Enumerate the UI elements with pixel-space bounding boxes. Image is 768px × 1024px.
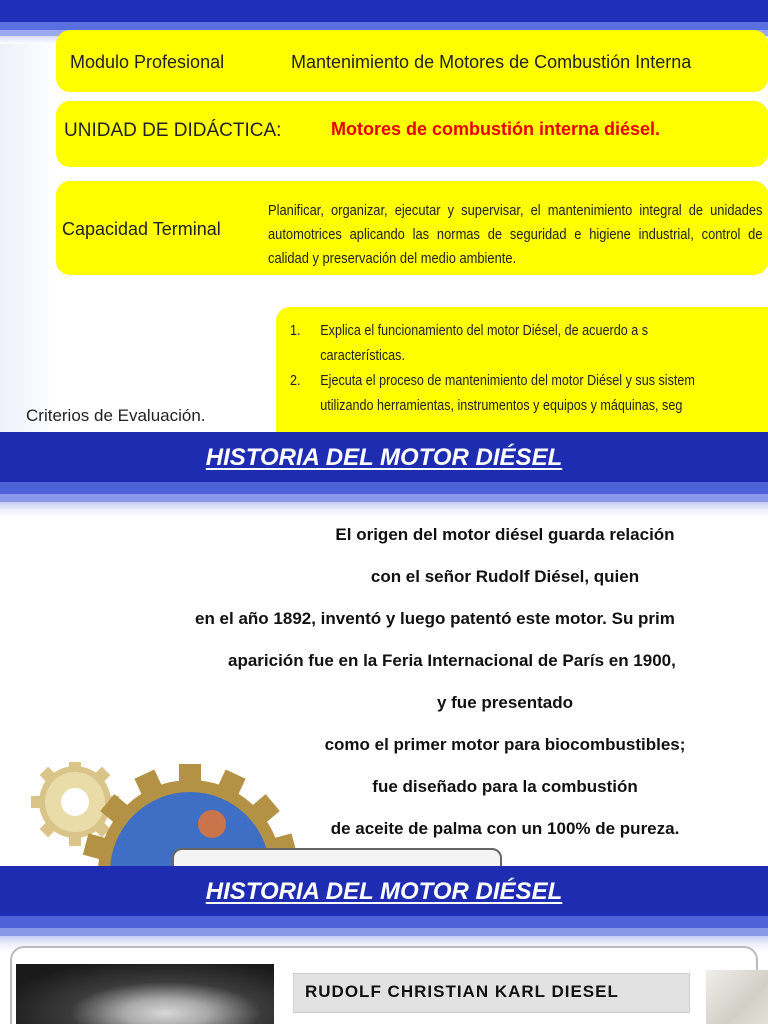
body-line: aparición fue en la Feria Internacional de París en 1900, [228, 651, 676, 670]
unidad-value: Motores de combustión interna diésel. [331, 119, 661, 139]
criterio-text: utilizando herramientas, instrumentos y equipos y máquinas, seg [320, 397, 683, 414]
list-item-continuation [290, 343, 760, 368]
slide-2-title: HISTORIA DEL MOTOR DIÉSEL [205, 444, 563, 471]
list-item [290, 368, 760, 393]
slide-1 [0, 0, 768, 432]
slide-2-body [190, 514, 768, 850]
list-item [290, 318, 760, 343]
body-line: con el señor Rudolf Diésel, quien [370, 567, 640, 586]
modulo-label: Modulo Profesional [70, 52, 225, 72]
criterio-text: características. [320, 347, 405, 364]
body-line: fue diseñado para la combustión [372, 777, 638, 796]
engine-photo [706, 970, 768, 1024]
criterios-label: Criterios de Evaluación. [26, 406, 206, 425]
criterio-number: 1. [290, 322, 301, 339]
slide-2 [0, 432, 768, 866]
slide-3-header-bar [0, 866, 768, 952]
slide-2-header-bar [0, 432, 768, 518]
criterios-list [290, 318, 760, 418]
unidad-label: UNIDAD DE DIDÁCTICA: [64, 120, 282, 141]
list-item-continuation [290, 393, 760, 418]
slide-1-side-band [0, 44, 56, 432]
criterio-number: 2. [290, 372, 301, 389]
capacidad-value: Planificar, organizar, ejecutar y supervisar, el mantenimiento integral de unidades automotrices aplicando las normas de seguridad e higiene industrial, control de calidad y preservación del medio ambiente. [268, 202, 763, 267]
slide-3 [0, 866, 768, 1024]
body-line: en el año 1892, inventó y luego patentó este motor. Su prim [195, 609, 675, 628]
body-line: y fue presentado [436, 693, 574, 712]
body-line: como el primer motor para biocombustibles; [324, 735, 686, 754]
slide-3-title: HISTORIA DEL MOTOR DIÉSEL [205, 878, 563, 905]
image-frame [172, 848, 502, 866]
portrait-photo [16, 964, 274, 1024]
criterio-text: Explica el funcionamiento del motor Diésel, de acuerdo a s [320, 322, 649, 339]
body-line: de aceite de palma con un 100% de pureza. [330, 819, 680, 838]
capacidad-label: Capacidad Terminal [62, 219, 221, 239]
body-line: El origen del motor diésel guarda relación [335, 525, 675, 544]
modulo-value: Mantenimiento de Motores de Combustión Interna [291, 52, 692, 72]
criterio-text: Ejecuta el proceso de mantenimiento del motor Diésel y sus sistem [320, 372, 695, 389]
inventor-name: RUDOLF CHRISTIAN KARL DIESEL [305, 982, 619, 1001]
